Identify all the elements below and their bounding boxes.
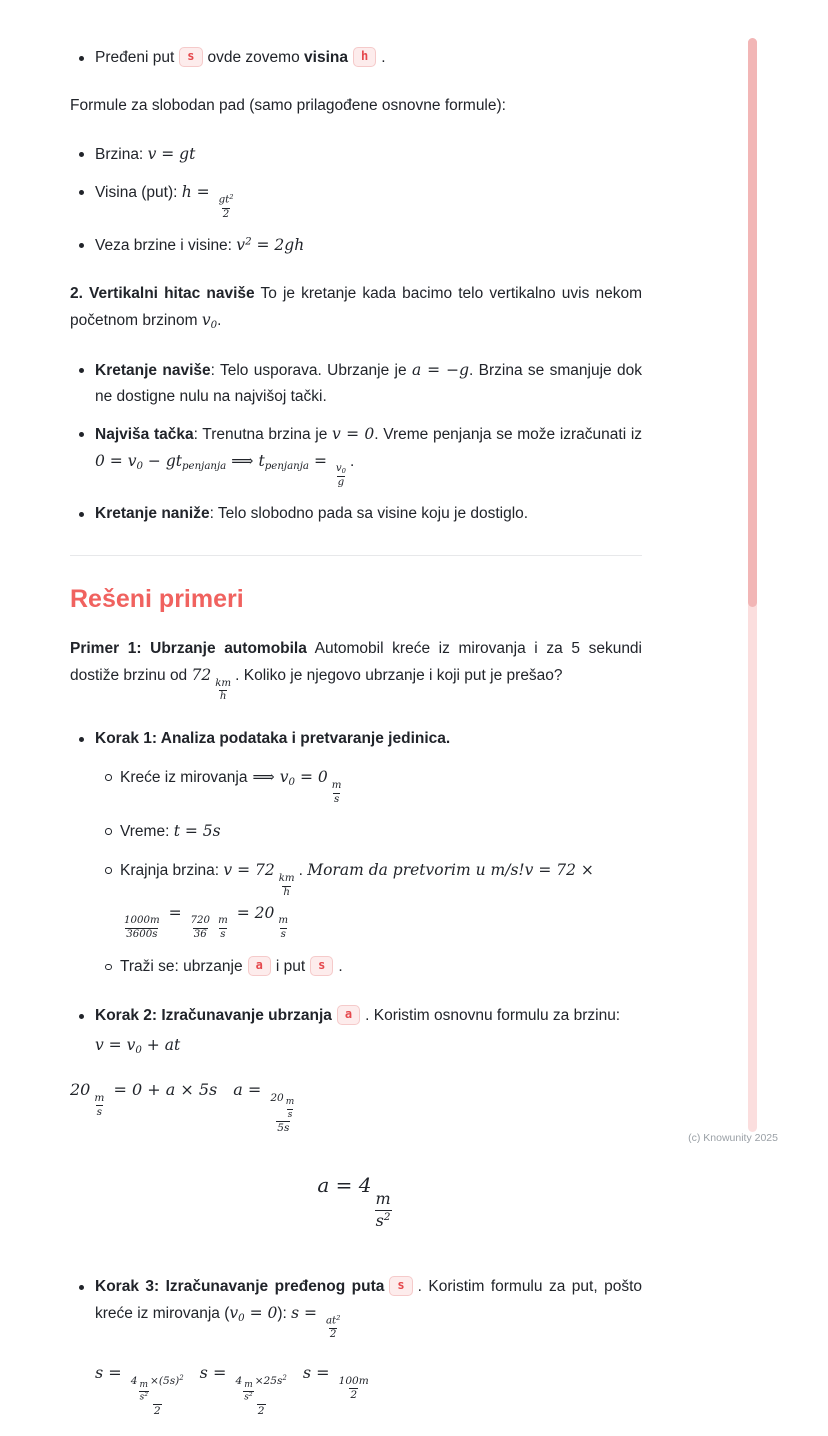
math-text: s = [291, 1303, 322, 1322]
implies-arrow: ⟹ [252, 768, 275, 787]
frac-numerator [218, 193, 235, 207]
frac-numerator: m [285, 1097, 295, 1108]
math-text: v [236, 236, 246, 255]
frac-denominator: s [280, 928, 286, 940]
superscript: 2 [144, 1392, 148, 1399]
math-text: = [309, 451, 332, 470]
inline-code-h: h [353, 47, 376, 67]
subscript: 0 [238, 1312, 245, 1324]
text-run: : Telo usporava. Ubrzanje je [210, 361, 412, 379]
math-text: s [244, 1392, 249, 1403]
section-divider [70, 555, 642, 556]
math-run [95, 451, 350, 489]
fraction [331, 780, 343, 807]
list-item-text [95, 357, 642, 410]
math-run [181, 183, 238, 220]
list-item-text [95, 232, 642, 259]
list-item-kretanje-navise [70, 357, 642, 410]
inline-code-s: s [310, 956, 333, 976]
frac-numerator: m [375, 1189, 391, 1209]
fraction [285, 1097, 296, 1120]
list-item-text [95, 1003, 642, 1059]
equation-put [95, 1360, 642, 1418]
math-text: 20 [270, 1091, 284, 1104]
text-run: Brzina: [95, 146, 148, 164]
frac-denominator: 2 [153, 1404, 161, 1417]
circle-bullet-icon [95, 818, 120, 845]
fraction [374, 1189, 391, 1232]
subscript: 0 [136, 460, 143, 472]
text-run: i put [275, 957, 306, 975]
math-text: v = v [95, 1035, 136, 1054]
subscript: penjanja [181, 460, 227, 472]
math-text: = 2gh [251, 236, 305, 255]
circle-bullet-icon [95, 857, 120, 941]
frac-numerator: 100m [338, 1374, 369, 1387]
math-run [201, 311, 218, 332]
math-text: gt [218, 194, 230, 206]
math-text: 20 [70, 1080, 91, 1100]
fraction [130, 1374, 185, 1418]
text-run-bold: Kretanje naviše [95, 361, 211, 379]
subscript: 0 [210, 320, 218, 332]
frac-denominator: 3600s [126, 928, 158, 940]
list-item-najvisa-tacka [70, 421, 642, 490]
text-run: Krajnja brzina: [120, 862, 224, 880]
list-item-text [95, 726, 642, 992]
equation-ubrzanje [70, 1077, 642, 1135]
fraction [217, 915, 229, 942]
frac-numerator [325, 1314, 342, 1328]
frac-denominator: 36 [193, 928, 207, 940]
text-run: . [349, 452, 355, 470]
frac-numerator: 720 [190, 915, 211, 927]
text-run: . Koliko je njegovo ubrzanje i koji put je prešao? [235, 666, 563, 684]
list-item-text [95, 45, 642, 71]
list-free-fall [70, 141, 642, 259]
math-text: − gt [142, 451, 182, 470]
sub-item-krajnja-brzina [95, 857, 642, 941]
frac-numerator: m [218, 915, 228, 927]
fraction [123, 915, 161, 942]
text-run: To je kretanje kada bacimo telo vertikalno uvis nekom početnom brzinom [70, 285, 642, 330]
fraction [93, 1092, 105, 1119]
fraction [218, 193, 235, 221]
math-text: a = 4 [317, 1173, 372, 1198]
bullet-icon [70, 421, 95, 490]
frac-denominator: h [219, 691, 227, 703]
frac-denominator: 2 [222, 208, 230, 220]
subscript: penjanja [264, 460, 310, 472]
math-text: 4 [235, 1374, 243, 1387]
list-item-korak-3 [70, 1274, 642, 1342]
bullet-icon [70, 1003, 95, 1059]
fraction [277, 915, 289, 942]
frac-denominator [243, 1391, 253, 1403]
text-run: Automobil kreće iz mirovanja i za 5 sekundi dostiže brzinu od [70, 639, 642, 684]
frac-denominator: h [283, 886, 290, 898]
frac-numerator [234, 1374, 287, 1404]
text-run-bold: Korak 3: Izračunavanje pređenog puta [95, 1277, 385, 1295]
math-text: v [229, 1303, 239, 1322]
math-run [236, 236, 304, 254]
fraction [243, 1380, 254, 1404]
list-item-text [95, 421, 642, 490]
subscript: 0 [288, 777, 296, 789]
frac-denominator: s [287, 1109, 293, 1120]
sublist-korak-1 [95, 764, 642, 980]
math-text: ×(5s) [150, 1374, 180, 1387]
text-run: Veza brzine i visine: [95, 237, 237, 255]
list-item-text [95, 141, 642, 168]
inline-code-a: a [248, 956, 271, 976]
fraction [234, 1374, 287, 1418]
text-run-bold: Korak 2: Izračunavanje ubrzanja [95, 1006, 332, 1024]
math-text: s [139, 1392, 145, 1403]
text-run: Pređeni put [95, 49, 175, 66]
text-run: ovde zovemo [207, 49, 305, 66]
subscript: 0 [341, 467, 346, 476]
list-item-text [120, 818, 642, 845]
math-text: at [325, 1315, 337, 1327]
math-text: ×25s [254, 1374, 283, 1387]
bullet-icon [70, 501, 95, 527]
list-hitac [70, 357, 642, 527]
math-run [248, 768, 346, 805]
frac-numerator: m [244, 1380, 253, 1391]
text-run: Visina (put): [95, 184, 182, 202]
math-text: s = [199, 1362, 232, 1382]
list-item-korak-1 [70, 726, 642, 992]
math-text: s = [95, 1362, 127, 1382]
frac-numerator: m [94, 1091, 105, 1104]
list-item-text [120, 764, 642, 806]
frac-numerator: km [278, 873, 295, 884]
math-run [191, 665, 236, 703]
math-run [95, 1032, 642, 1059]
math-text: a = [233, 1080, 267, 1100]
math-text: 4 [130, 1374, 138, 1387]
fraction [338, 1375, 370, 1402]
bullet-icon [70, 726, 95, 992]
text-run-bold: visina [304, 49, 348, 66]
list-item-korak-2 [70, 1003, 642, 1059]
text-run: . Koristim osnovnu formulu za brzinu: [365, 1006, 621, 1024]
frac-numerator: km [215, 677, 232, 689]
frac-numerator: 1000m [124, 915, 160, 927]
sub-item-mirovanje [95, 764, 642, 806]
list-item-visina [70, 45, 642, 71]
frac-denominator: 2 [329, 1329, 337, 1341]
text-run: . Brzina se smanjuje dok ne dostigne nulu na najvišoj tački. [95, 361, 642, 405]
text-run: Traži se: ubrzanje [120, 957, 243, 975]
superscript: 2 [282, 1373, 287, 1382]
text-run: . [381, 49, 386, 66]
list-item-text [95, 501, 642, 527]
bullet-icon [70, 357, 95, 410]
frac-denominator [375, 1210, 392, 1232]
fraction [190, 915, 212, 942]
section-heading: Rešeni primeri [70, 584, 244, 613]
text-run-bold: Najviša tačka [95, 425, 194, 443]
frac-denominator: 2 [350, 1388, 358, 1401]
math-text: v = 72 × [524, 861, 594, 880]
math-text: v = 72 [223, 861, 275, 880]
math-run: v = gt [147, 145, 196, 164]
list-item-kretanje-nanize [70, 501, 642, 527]
bullet-icon [70, 141, 95, 168]
math-text: = 0 [244, 1303, 278, 1322]
text-run: ): [277, 1304, 292, 1322]
math-text: h = [181, 183, 215, 202]
text-run-bold: 2. Vertikalni hitac naviše [70, 285, 255, 303]
scrollbar-thumb[interactable] [748, 38, 757, 607]
math-text: = 0 [295, 768, 328, 787]
scrollbar-track[interactable] [748, 38, 757, 1132]
frac-numerator: m [331, 779, 342, 791]
frac-numerator [130, 1374, 185, 1404]
math-run [291, 1303, 344, 1341]
frac-denominator: s [96, 1106, 103, 1119]
inline-code-a: a [337, 1005, 360, 1025]
math-text: = [163, 903, 187, 922]
bullet-icon [70, 1274, 95, 1342]
frac-denominator: g [337, 477, 345, 489]
text-run: . Koristim formulu za put, pošto kreće iz mirovanja ( [95, 1277, 643, 1322]
math-text: 0 = v [95, 451, 137, 470]
circle-bullet-icon [95, 764, 120, 806]
bullet-icon [70, 45, 95, 71]
math-text: v [279, 768, 289, 787]
text-run: Vreme: [120, 823, 174, 841]
math-text: 72 [191, 665, 212, 684]
fraction [335, 463, 347, 490]
math-text: s = [302, 1362, 335, 1382]
sub-item-vreme [95, 818, 642, 845]
text-run: . Vreme penjanja se može izračunati iz [374, 425, 643, 443]
list-item-text [95, 179, 642, 221]
fraction [325, 1314, 342, 1342]
inline-code-s: s [389, 1276, 412, 1296]
math-text: t [258, 451, 265, 470]
frac-denominator: s [333, 793, 340, 805]
math-text: = 20 [231, 903, 275, 922]
math-text: + at [141, 1035, 181, 1054]
list-item-text [95, 1274, 642, 1342]
text-run: . [217, 312, 222, 330]
frac-denominator: 2 [257, 1404, 265, 1417]
text-run: : Trenutna brzina je [193, 425, 333, 443]
math-text: v [335, 463, 342, 475]
document-content [70, 34, 642, 1436]
superscript: 2 [245, 236, 252, 248]
frac-numerator [269, 1092, 297, 1121]
frac-denominator: 5s [277, 1121, 290, 1134]
math-run: a = −g [411, 360, 470, 379]
text-run: : Telo slobodno pada sa visine koju je dostiglo. [209, 504, 529, 522]
subscript: 0 [135, 1044, 142, 1056]
superscript: 2 [248, 1392, 253, 1399]
paragraph-formule: Formule za slobodan pad (samo prilagođene osnovne formule): [70, 97, 506, 115]
sub-item-trazi-se [95, 954, 642, 980]
paragraph-primer-1 [70, 636, 642, 704]
fraction [269, 1092, 297, 1135]
math-run: v = 0 [332, 424, 375, 443]
frac-denominator: s [220, 928, 226, 940]
superscript: 2 [229, 193, 234, 202]
fraction [139, 1380, 150, 1404]
math-run [223, 861, 298, 898]
implies-arrow: ⟹ [231, 451, 254, 470]
fraction [214, 678, 232, 705]
text-run-bold: Korak 1: Analiza podataka i pretvaranje jedinica. [95, 730, 451, 748]
frac-numerator: m [139, 1380, 149, 1391]
paragraph-vertikalni-hitac [70, 281, 642, 334]
frac-numerator [335, 463, 347, 476]
superscript: 2 [179, 1373, 184, 1382]
watermark: (c) Knowunity 2025 [688, 1132, 778, 1144]
math-text: v [201, 311, 211, 330]
text-run-bold: Kretanje naniže [95, 504, 210, 522]
frac-numerator: m [278, 915, 289, 927]
list-item-veza [70, 232, 642, 259]
text-run: . [298, 862, 308, 880]
text-run-italic: Moram da pretvorim u m/s! [307, 861, 525, 880]
math-run [229, 1304, 277, 1322]
inline-code-s: s [179, 47, 202, 67]
text-run: Kreće iz mirovanja [120, 769, 248, 787]
list-item-visina-formula [70, 179, 642, 221]
superscript: 2 [383, 1211, 391, 1224]
equation-rezultat [70, 1169, 642, 1232]
fraction [278, 873, 296, 900]
math-run: t = 5s [173, 822, 221, 841]
list-item-text [120, 857, 642, 941]
math-text: s [375, 1210, 384, 1230]
list-item-text [120, 954, 642, 980]
superscript: 2 [336, 1313, 341, 1322]
list-item-brzina [70, 141, 642, 168]
circle-bullet-icon [95, 954, 120, 980]
frac-denominator [139, 1391, 149, 1403]
text-run-bold: Primer 1: Ubrzanje automobila [70, 639, 307, 657]
text-run: . [338, 957, 343, 975]
bullet-icon [70, 232, 95, 259]
math-text: = 0 + a × 5s [108, 1080, 218, 1100]
bullet-icon [70, 179, 95, 221]
